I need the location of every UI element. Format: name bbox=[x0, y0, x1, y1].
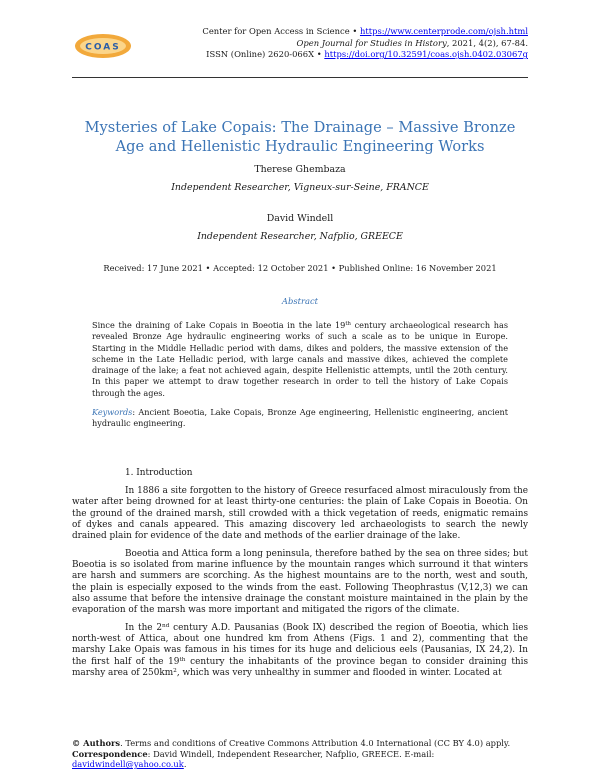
correspondence-line: Correspondence: David Windell, Independent Researcher, Nafplio, GREECE. E-mail: davidwindell@yahoo.co.uk. bbox=[72, 748, 435, 770]
abstract-heading: Abstract bbox=[281, 296, 319, 306]
authors-block bbox=[72, 164, 528, 243]
author-affiliation: Independent Researcher, Vigneux-sur-Seine, FRANCE bbox=[171, 182, 429, 193]
header-line-3 bbox=[150, 49, 528, 61]
author-affiliation: Independent Researcher, Nafplio, GREECE bbox=[197, 231, 403, 242]
citation: , 2021, 4(2), 67-84. bbox=[446, 37, 528, 48]
author-name: David Windell bbox=[266, 213, 334, 224]
journal-header bbox=[150, 26, 528, 61]
paper-title: Mysteries of Lake Copais: The Drainage – Massive Bronze Age and Hellenistic Hydraulic Engineering Works bbox=[84, 119, 516, 155]
paragraph: In the 2nd century A.D. Pausanias (Book IX) described the region of Boeotia, which lies north-west of Attica, about one hundred km from Athens (Figs. 1 and 2), commenting that the marshy Lake Opais was famous in his times for its huge and delicious eels (Pausanias, IX 24,2). In the first half of the 19th century the inhabitants of the province began to consider draining this marshy area of $250km^2$, which was very unhealthy in summer and flooded in winter. Located at bbox=[72, 622, 529, 679]
copyright-line: © Authors. Terms and conditions of Creative Commons Attribution 4.0 International (CC BY 4.0) apply. bbox=[72, 738, 511, 748]
keywords-label: Keywords bbox=[92, 407, 133, 417]
abstract-text: Since the draining of Lake Copais in Boeotia in the late 19th century archaeological research has revealed Bronze Age hydraulic engineering works of such a scale as to be unique in Europe. Starting in the Middle Helladic period with dams, dikes and polders, the massive extension of the scheme in the Late Helladic period, with large canals and massive dikes, achieved the complete drainage of the lake; a feat not achieved again, despite Hellenistic attempts, until the 20th century. In this paper we attempt to draw together research in order to tell the history of Lake Copais through the ages. bbox=[92, 320, 508, 398]
journal-url-link[interactable]: https://www.centerprode.com/ojsh.html bbox=[359, 26, 528, 36]
copyright-label: © Authors bbox=[72, 738, 121, 748]
keywords bbox=[92, 407, 508, 430]
header-line-1 bbox=[150, 26, 528, 38]
publication-dates: Received: 17 June 2021 • Accepted: 12 October 2021 • Published Online: 16 November 2021 bbox=[103, 263, 497, 273]
keywords-list: : Ancient Boeotia, Lake Copais, Bronze Age engineering, Hellenistic engineering, ancient hydraulic engineering. bbox=[92, 407, 508, 429]
author-name: Therese Ghembaza bbox=[254, 164, 346, 175]
journal-name: Open Journal for Studies in History bbox=[296, 37, 447, 48]
logo-text: COAS bbox=[85, 42, 121, 53]
header-rule bbox=[72, 77, 528, 78]
section-heading: 1. Introduction bbox=[125, 468, 193, 478]
bullet: • bbox=[349, 26, 360, 36]
publisher-name: Center for Open Access in Science bbox=[202, 26, 350, 36]
email-link[interactable]: davidwindell@yahoo.co.uk bbox=[72, 759, 184, 770]
footer-notes bbox=[72, 738, 528, 770]
coas-logo bbox=[74, 33, 132, 59]
body-text bbox=[72, 486, 528, 686]
header-line-2 bbox=[150, 38, 528, 50]
issn: ISSN (Online) 2620-066X bbox=[206, 49, 315, 60]
bullet: • bbox=[314, 49, 325, 60]
paragraph: In 1886 a site forgotten to the history of Greece resurfaced almost miraculously from the water after being drowned for at least thirty-one centuries: the plain of Lake Copais in Boeotia. On the ground of the drained marsh, still crowded with a thick vegetation of reeds, enigmatic remains of dykes and canals appeared. This amazing discovery led archaeologists to search the newly drained plain for evidence of the date and methods of the earlier drainage of the lake. bbox=[72, 486, 528, 542]
paragraph: Boeotia and Attica form a long peninsula, therefore bathed by the sea on three sides; but Boeotia is so isolated from marine influence by the mountain ranges which surround it that winters are harsh and summers are scorching. As the highest mountains are to the north, west and south, the plain is especially exposed to the winds from the east. Following Theophrastus (V,12,3) we can also assume that before the intensive drainage the constant moisture maintained in the plain by the evaporation of the marsh was more important and mitigated the rigors of the climate. bbox=[72, 548, 528, 616]
doi-link[interactable]: https://doi.org/10.32591/coas.ojsh.0402.03067g bbox=[324, 49, 528, 60]
correspondence-label: Correspondence bbox=[72, 748, 148, 759]
